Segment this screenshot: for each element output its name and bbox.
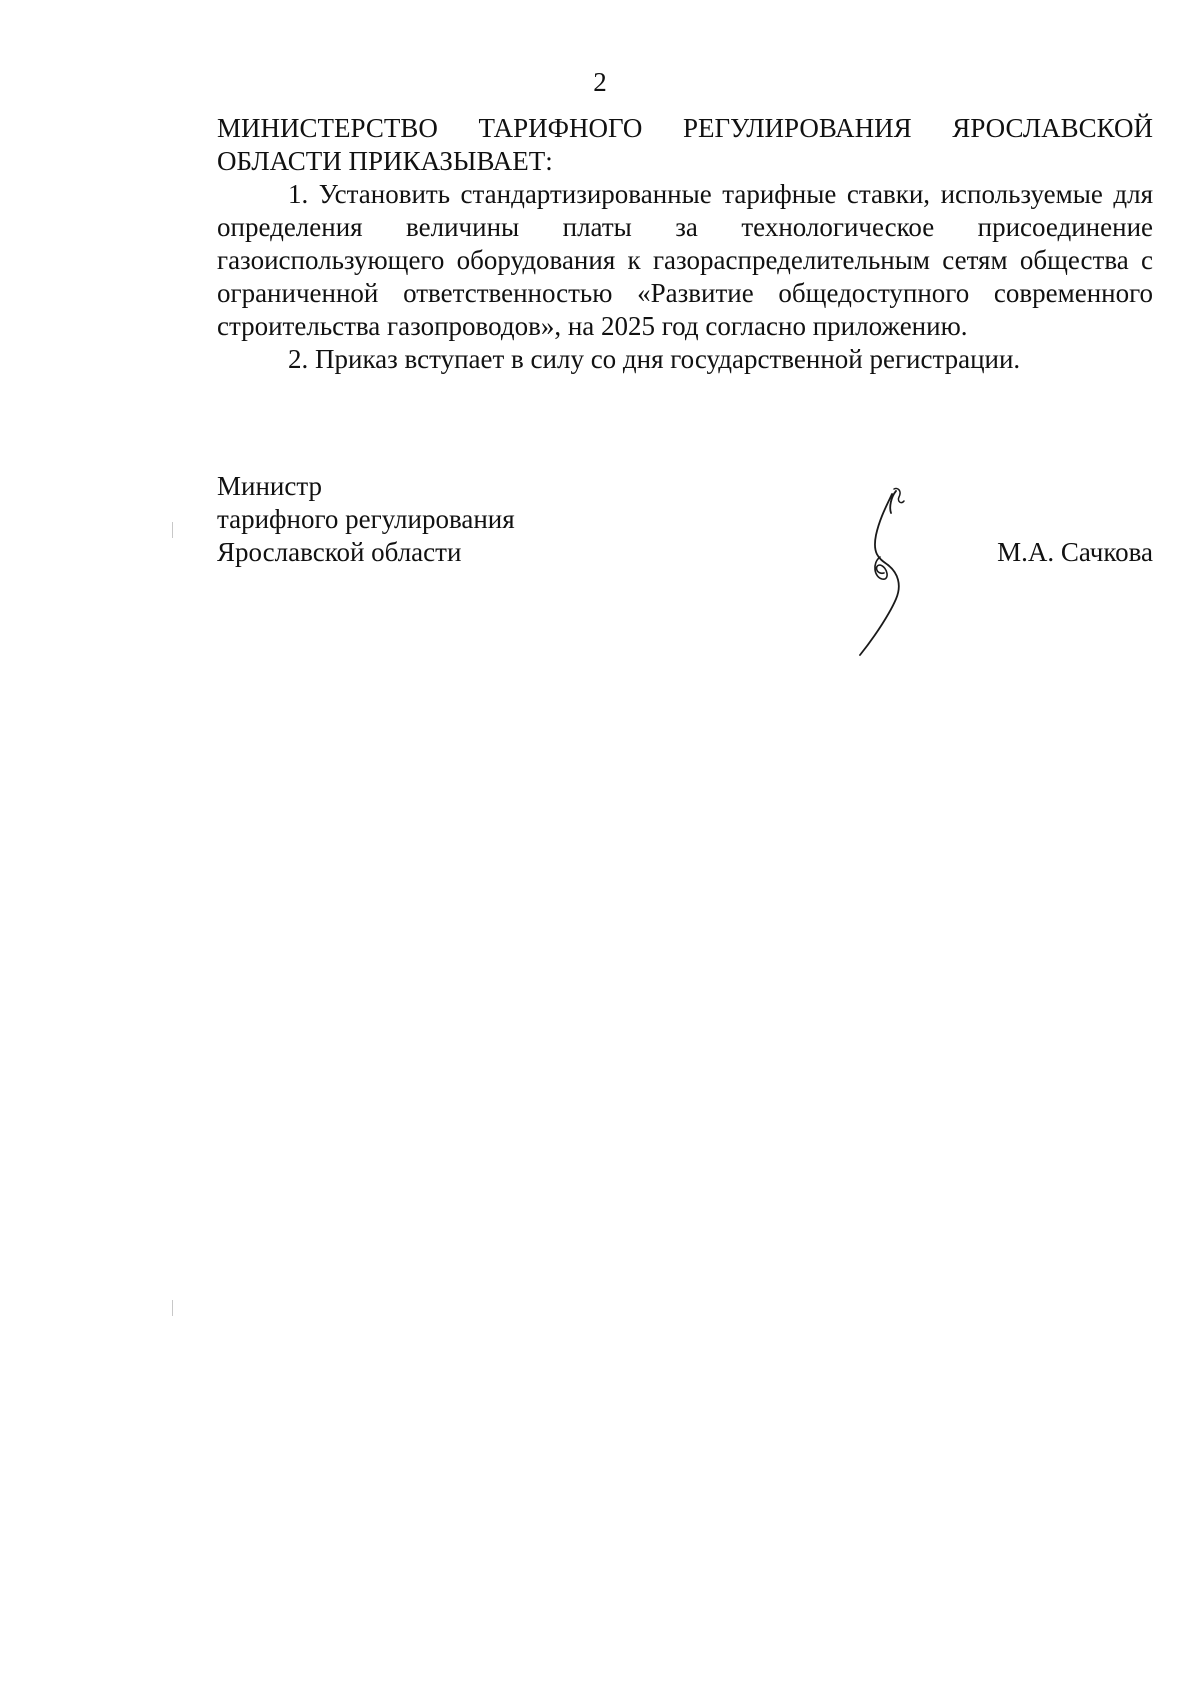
signatory-title-line-3: Ярославской области (217, 537, 462, 567)
order-item-2: 2. Приказ вступает в силу со дня государственной регистрации. (288, 344, 1021, 374)
page-number: 2 (593, 67, 607, 97)
order-heading: МИНИСТЕРСТВО ТАРИФНОГО РЕГУЛИРОВАНИЯ ЯРОСЛАВСКОЙ ОБЛАСТИ ПРИКАЗЫВАЕТ: (217, 113, 1153, 176)
signature-block (217, 470, 1153, 670)
signatory-title (217, 470, 515, 569)
signatory-name: М.А. Сачкова (997, 537, 1153, 567)
signatory-title-line-2: тарифного регулирования (217, 504, 515, 534)
scan-artifact (172, 522, 173, 538)
handwritten-signature (858, 485, 948, 660)
order-body (217, 112, 1153, 376)
scan-artifact (172, 1300, 173, 1316)
order-item-1: 1. Установить стандартизированные тарифные ставки, используемые для определения величины платы за технологическое присоединение газоиспользующего оборудования к газораспределительным сетям общества с ограниченной ответственностью «Развитие общедоступного современного строительства газопроводов», на 2025 год согласно приложению. (217, 179, 1153, 341)
signatory-title-line-1: Министр (217, 471, 322, 501)
